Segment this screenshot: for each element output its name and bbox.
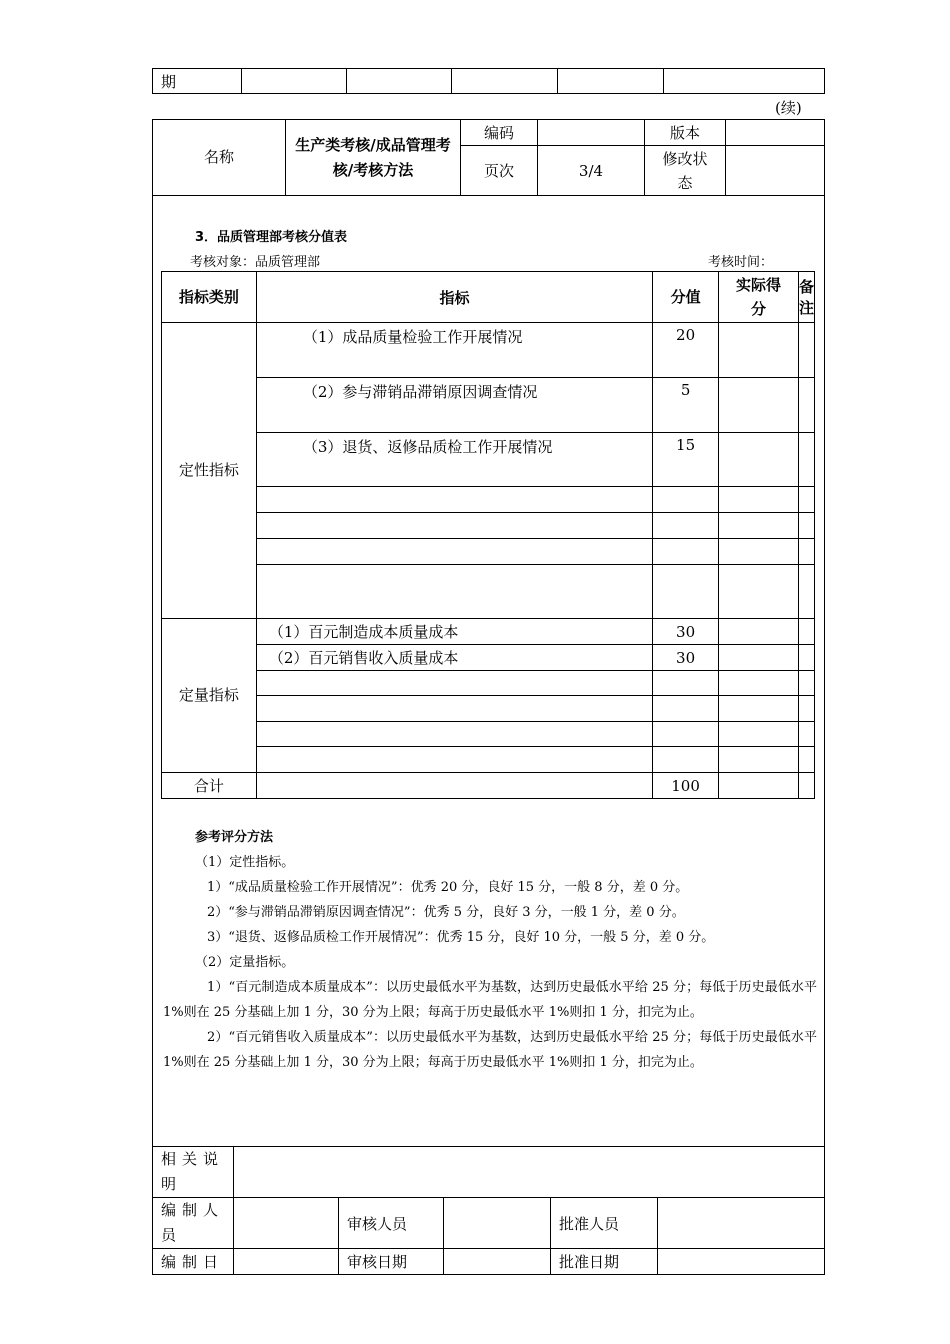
related-notes-value [234, 1147, 825, 1198]
indicator-score: 30 [653, 619, 719, 645]
qualitative-heading: （1）定性指标。 [195, 855, 295, 870]
document-header [152, 119, 825, 196]
header-category: 指标类别 [162, 272, 257, 323]
approver-value [658, 1198, 825, 1249]
method-title: 参考评分方法 [195, 830, 274, 845]
prepared-by-label: 编制人员 [153, 1198, 234, 1249]
signature-table [152, 1146, 825, 1275]
quantitative-label: 定量指标 [162, 619, 257, 773]
review-date-label: 审核日期 [339, 1249, 444, 1275]
qualitative-rule: 2）“参与滞销品滞销原因调查情况”：优秀 5 分，良好 3 分，一般 1 分，差 0 分。 [207, 905, 685, 920]
scoring-method [163, 825, 817, 1075]
total-score: 100 [653, 773, 719, 799]
table-row [162, 696, 815, 722]
indicator-score: 5 [653, 378, 719, 433]
code-value [538, 120, 645, 146]
section-title: 3．品质管理部考核分值表 [195, 230, 348, 245]
quantitative-rule: 2）“百元销售收入质量成本”：以历史最低水平为基数，达到历史最低水平给 25 分；每低于历史最低水平 1%则在 25 分基础上加 1 分，30 分为上限；每高于历史最低水平 1%则扣 1 分，扣完为止。 [163, 1030, 817, 1070]
date-label-tail: 期 [153, 69, 242, 94]
qualitative-label: 定性指标 [162, 323, 257, 619]
page-label: 页次 [461, 146, 538, 196]
indicator-name: （2）百元销售收入质量成本 [256, 645, 652, 671]
indicator-score: 15 [653, 433, 719, 487]
revision-value [726, 146, 825, 196]
related-notes-label: 相关说明 [153, 1147, 234, 1198]
indicator-name: （1）成品质量检验工作开展情况 [256, 323, 652, 378]
prepared-date-label: 编制日 [153, 1249, 234, 1275]
table-row [162, 539, 815, 565]
header-indicator: 指标 [256, 272, 652, 323]
table-row [162, 645, 815, 671]
prepared-date-value [234, 1249, 339, 1275]
quantitative-rule: 1）“百元制造成本质量成本”：以历史最低水平为基数，达到历史最低水平给 25 分；每低于历史最低水平 1%则在 25 分基础上加 1 分，30 分为上限；每高于历史最低水平 1%则扣 1 分，扣完为止。 [163, 980, 817, 1020]
table-row [162, 671, 815, 696]
indicator-score: 30 [653, 645, 719, 671]
indicator-name: （3）退货、返修品质检工作开展情况 [256, 433, 652, 487]
total-label: 合计 [162, 773, 257, 799]
document-title: 生产类考核/成品管理考核/考核方法 [286, 120, 461, 196]
code-label: 编码 [461, 120, 538, 146]
header-score: 分值 [653, 272, 719, 323]
qualitative-rule: 1）“成品质量检验工作开展情况”：优秀 20 分，良好 15 分，一般 8 分，差 0 分。 [207, 880, 689, 895]
name-label: 名称 [153, 120, 286, 196]
review-date-value [444, 1249, 551, 1275]
reviewer-label: 审核人员 [339, 1198, 444, 1249]
reviewer-value [444, 1198, 551, 1249]
score-table [161, 271, 815, 799]
previous-table-strip [152, 68, 825, 94]
header-note: 备注 [798, 272, 814, 323]
table-row [162, 433, 815, 487]
approver-label: 批准人员 [551, 1198, 658, 1249]
table-row [162, 565, 815, 619]
approve-date-value [658, 1249, 825, 1275]
prepared-by-value [234, 1198, 339, 1249]
approve-date-label: 批准日期 [551, 1249, 658, 1275]
indicator-name: （2）参与滞销品滞销原因调查情况 [256, 378, 652, 433]
quantitative-heading: （2）定量指标。 [195, 955, 295, 970]
table-row [162, 487, 815, 513]
table-row [162, 722, 815, 747]
table-row [162, 619, 815, 645]
version-label: 版本 [645, 120, 726, 146]
total-row [162, 773, 815, 799]
table-row [162, 513, 815, 539]
revision-label: 修改状态 [645, 146, 726, 196]
table-row [162, 747, 815, 773]
table-row [162, 378, 815, 433]
header-actual: 实际得分 [719, 272, 799, 323]
table-row [162, 323, 815, 378]
indicator-name: （1）百元制造成本质量成本 [256, 619, 652, 645]
indicator-score: 20 [653, 323, 719, 378]
continued-marker: (续) [775, 99, 802, 117]
assessment-time: 考核时间： [708, 255, 774, 270]
page-value: 3/4 [538, 146, 645, 196]
assessment-target: 考核对象：品质管理部 [190, 255, 321, 270]
qualitative-rule: 3）“退货、返修品质检工作开展情况”：优秀 15 分，良好 10 分，一般 5 分，差 0 分。 [207, 930, 715, 945]
version-value [726, 120, 825, 146]
